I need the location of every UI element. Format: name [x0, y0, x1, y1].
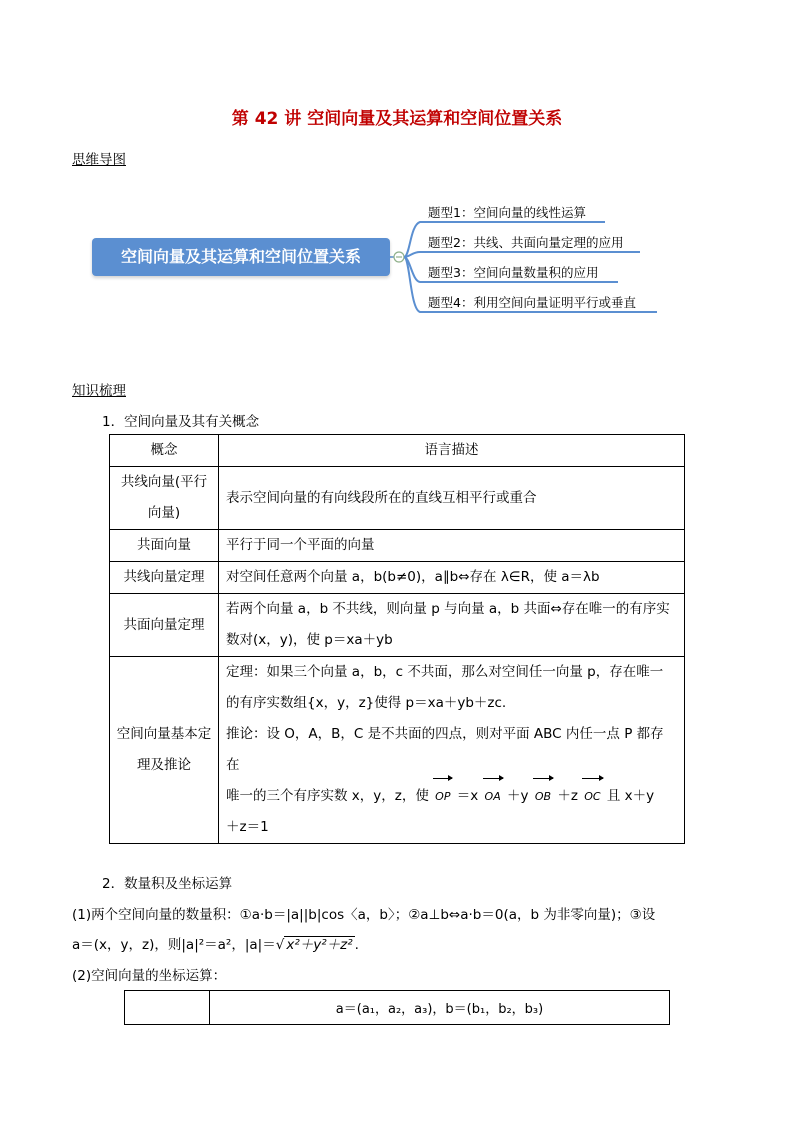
paragraph-dot-product: (1)两个空间向量的数量积：①a·b＝|a||b|cos〈a，b〉；②a⊥b⇔a·b＝0(a，b 为非零向量)；③设: [72, 907, 656, 923]
text-fragment: 且 x＋y: [606, 788, 655, 804]
vector-oa: OA: [483, 781, 503, 812]
cell-concept: [110, 657, 219, 844]
vector-oc: OC: [582, 781, 602, 812]
vector-ob: OB: [533, 781, 553, 812]
text-fragment: .: [354, 937, 359, 953]
paragraph-coordinate-ops: (2)空间向量的坐标运算：: [72, 968, 227, 984]
text-fragment: a＝(x，y，z)，则|a|²＝a²，|a|＝: [72, 937, 276, 953]
cell-text: 数对(x，y)，使 p＝xa＋yb: [226, 632, 393, 648]
cell-concept: 共面向量定理: [110, 594, 219, 657]
table-row: [110, 530, 685, 562]
sqrt-content: x²＋y²＋z²: [286, 937, 353, 953]
mindmap-branch-4: 题型4：利用空间向量证明平行或垂直: [428, 295, 636, 310]
cell-text: 共线向量(平行: [120, 474, 208, 490]
table-row: [110, 467, 685, 530]
mindmap-connectors: [0, 0, 794, 340]
section-2-heading: 2．数量积及坐标运算: [102, 876, 233, 892]
header-concept: 概念: [110, 435, 219, 467]
page-title: 第 42 讲 空间向量及其运算和空间位置关系: [231, 109, 563, 129]
cell-text: 推论：设 O，A，B，C 是不共面的四点，则对平面 ABC 内任一点 P 都存在: [226, 726, 664, 773]
text-fragment: 唯一的三个有序实数 x，y，z，使: [226, 788, 429, 804]
cell-text: ＋z＝1: [226, 819, 269, 835]
knowledge-heading: 知识梳理: [72, 383, 126, 399]
table-row: [110, 657, 685, 844]
mindmap-heading: 思维导图: [72, 152, 126, 168]
paragraph-magnitude: [72, 933, 359, 953]
cell-text: 空间向量基本定: [116, 726, 212, 742]
cell-text: 定理：如果三个向量 a，b，c 不共面，那么对空间任一向量 p，存在唯一: [226, 664, 664, 680]
mindmap-branch-1: 题型1：空间向量的线性运算: [428, 205, 586, 220]
text-fragment: ＋y: [507, 788, 529, 804]
text-fragment: ＋z: [557, 788, 578, 804]
coordinate-table: [124, 990, 670, 1025]
cell-description: 表示空间向量的有向线段所在的直线互相平行或重合: [219, 467, 685, 530]
table-row: [110, 562, 685, 594]
table-row: [125, 991, 670, 1025]
text-fragment: ＝x: [456, 788, 479, 804]
table-row: [110, 594, 685, 657]
cell-text: 向量): [147, 505, 181, 521]
table-row: [110, 435, 685, 467]
cell-concept: 共面向量: [110, 530, 219, 562]
cell-text: 的有序实数组{x，y，z}使得 p＝xa＋yb＋zc.: [226, 695, 507, 711]
vector-op: OP: [433, 781, 452, 812]
mindmap-root-node: 空间向量及其运算和空间位置关系: [92, 238, 390, 276]
sqrt-sign: √: [275, 937, 285, 953]
mindmap-branch-2: 题型2：共线、共面向量定理的应用: [428, 235, 624, 250]
cell-empty: [125, 991, 210, 1025]
cell-description: [219, 657, 685, 844]
header-description: 语言描述: [219, 435, 685, 467]
concepts-table: [109, 434, 685, 844]
cell-description: 平行于同一个平面的向量: [219, 530, 685, 562]
cell-description: [219, 594, 685, 657]
cell-vectors: a＝(a₁，a₂，a₃)，b＝(b₁，b₂，b₃): [210, 991, 670, 1025]
section-1-heading: 1．空间向量及其有关概念: [102, 414, 260, 430]
cell-concept: 共线向量定理: [110, 562, 219, 594]
cell-description: 对空间任意两个向量 a，b(b≠0)，a∥b⇔存在 λ∈R，使 a＝λb: [219, 562, 685, 594]
cell-text: 若两个向量 a，b 不共线，则向量 p 与向量 a，b 共面⇔存在唯一的有序实: [226, 601, 670, 617]
cell-concept: [110, 467, 219, 530]
mindmap-branch-3: 题型3：空间向量数量积的应用: [428, 265, 599, 280]
cell-text: 理及推论: [137, 757, 191, 773]
cell-text-vector-line: [226, 781, 677, 812]
